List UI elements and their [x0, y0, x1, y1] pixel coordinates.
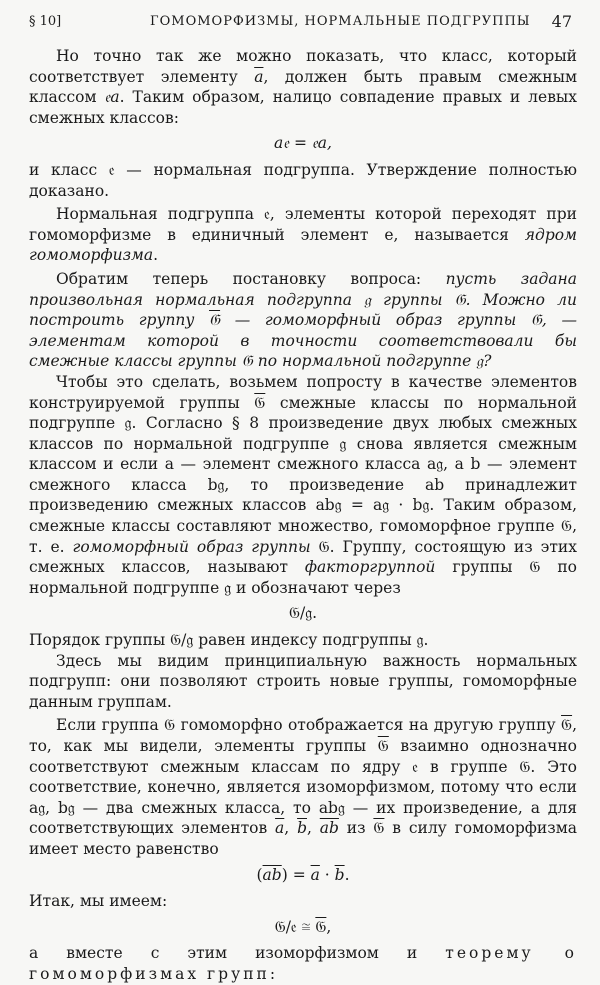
- math-g-bar: 𝔊: [561, 716, 573, 735]
- math-a-bar: $\overline{a}$: [310, 865, 320, 884]
- paragraph-1: [29, 46, 577, 128]
- text: взаимно однозначно соответствуют смежным классам по ядру 𝔢 в группе 𝔊. Это соответствие, конечно, является изоморфизмом, потому что если a𝔤, b𝔤 — два смежных класса, то ab𝔤 — их произведение, а для соответствующих элементов: [29, 737, 577, 838]
- math-a-bar: $\overline{a}$: [275, 819, 285, 838]
- formula-isomorphism: [29, 917, 577, 938]
- math-a-bar: $\overline{a}$: [254, 67, 264, 86]
- page-number: 47: [551, 12, 572, 31]
- text: из: [338, 819, 374, 838]
- math-b-bar: $\overline{b}$: [297, 819, 307, 838]
- formula-text: a𝔢 = 𝔢a,: [274, 134, 332, 153]
- formula-quotient: [29, 603, 577, 624]
- math-g-bar: 𝔊: [373, 819, 385, 838]
- text: Обратим теперь постановку вопроса:: [56, 269, 446, 288]
- text: Нормальная подгруппа 𝔢, элементы которой переходят при гомоморфизме в единичный элемент e, называется: [29, 205, 577, 244]
- paragraph-8: [29, 715, 577, 859]
- paragraph-5: [29, 372, 577, 599]
- paren: (: [256, 865, 263, 884]
- math-ea: 𝔢a: [104, 88, 120, 107]
- text: в силу гомоморфизма имеет место равенство: [29, 819, 577, 858]
- paragraph-2: и класс 𝔢 — нормальная подгруппа. Утверждение полностью доказано.: [29, 160, 577, 200]
- formula-text: 𝔊/𝔤.: [288, 604, 318, 623]
- formula-ae-ea: [29, 133, 577, 154]
- math-g-bar: 𝔊: [254, 393, 266, 412]
- text: 𝔊. Группу, состоящую из этих смежных классов, называют: [29, 537, 577, 577]
- running-header: [0, 12, 600, 36]
- text: а вместе с этим изоморфизмом и: [29, 944, 446, 963]
- text: ,: [307, 819, 320, 838]
- text: ,: [284, 819, 298, 838]
- text: . Таким образом, налицо совпадение правых и левых смежных классов:: [29, 88, 578, 127]
- emphasis-question-end: — гомоморфный образ группы 𝔊, — элементам которой в точности соответствовали бы смежные классы группы 𝔊 по нормальной подгруппе 𝔤?: [29, 311, 577, 371]
- formula-text: 𝔊/𝔢 ≅: [274, 917, 316, 936]
- text: .: [153, 246, 159, 265]
- emphasis-homomorphic-image: гомоморфный образ группы: [72, 537, 311, 556]
- section-marker: § 10]: [29, 14, 62, 29]
- page-body: [29, 46, 577, 985]
- spaced-theorem-title: теорему о гомоморфизмах групп:: [29, 944, 577, 983]
- paragraph-10: [29, 943, 577, 984]
- emphasis-factor-group: факторгруппой: [304, 558, 436, 577]
- math-g-bar: 𝔊: [209, 311, 221, 330]
- text: Но точно так же можно показать, что класс, который соответствует элементу: [29, 47, 577, 86]
- paragraph-9: Итак, мы имеем:: [29, 892, 168, 911]
- text: , то, как мы видели, элементы группы: [29, 716, 577, 755]
- text: , должен быть правым смежным классом: [29, 67, 577, 107]
- text: смежные классы по нормальной подгруппе 𝔤. Согласно § 8 произведение двух любых смежных классов по нормальной подгруппе 𝔤 снова является смежным классом и если a — элемент смежного класса a𝔤, a b — элемент смежного класса b𝔤, то произведение ab принадлежит произведению смежных классов ab𝔤 = a𝔤 · b𝔤. Таким образом, смежные классы составляют множество, гомоморфное группе 𝔊, т. е.: [29, 393, 578, 556]
- math-b-bar: $\overline{b}$: [334, 865, 345, 884]
- paren-equals: ) =: [281, 865, 311, 884]
- emphasis-question: пусть задана произвольная нормальная подгруппа 𝔤 группы 𝔊. Можно ли построить группу: [29, 269, 577, 330]
- paragraph-7: Здесь мы видим принципиальную важность нормальных подгрупп: они позволяют строить новые группы, гомоморфные данным группам.: [29, 651, 577, 711]
- text: Если группа 𝔊 гомоморфно отображается на другую группу: [56, 716, 562, 735]
- math-ab-bar: $\overline{ab}$: [262, 865, 282, 884]
- running-title: ГОМОМОРФИЗМЫ, НОРМАЛЬНЫЕ ПОДГРУППЫ: [150, 14, 531, 29]
- text: Чтобы это сделать, возьмем попросту в качестве элементов конструируемой группы: [29, 372, 577, 412]
- math-g-bar: 𝔊: [377, 737, 389, 755]
- comma: ,: [326, 917, 332, 936]
- text: группы 𝔊 по нормальной подгруппе 𝔤 и обозначают через: [29, 558, 577, 597]
- math-g-bar: 𝔊: [315, 917, 327, 936]
- math-ab-bar: $\overline{ab}$: [319, 819, 339, 838]
- paragraph-6: Порядок группы 𝔊/𝔤 равен индексу подгруппы 𝔤.: [29, 631, 429, 650]
- paragraph-4: [29, 269, 577, 372]
- emphasis-kernel: ядром гомоморфизма: [29, 225, 577, 265]
- dot: ·: [319, 865, 335, 884]
- paragraph-3: [29, 204, 577, 266]
- formula-homomorphism: [29, 865, 577, 886]
- period: .: [344, 865, 350, 884]
